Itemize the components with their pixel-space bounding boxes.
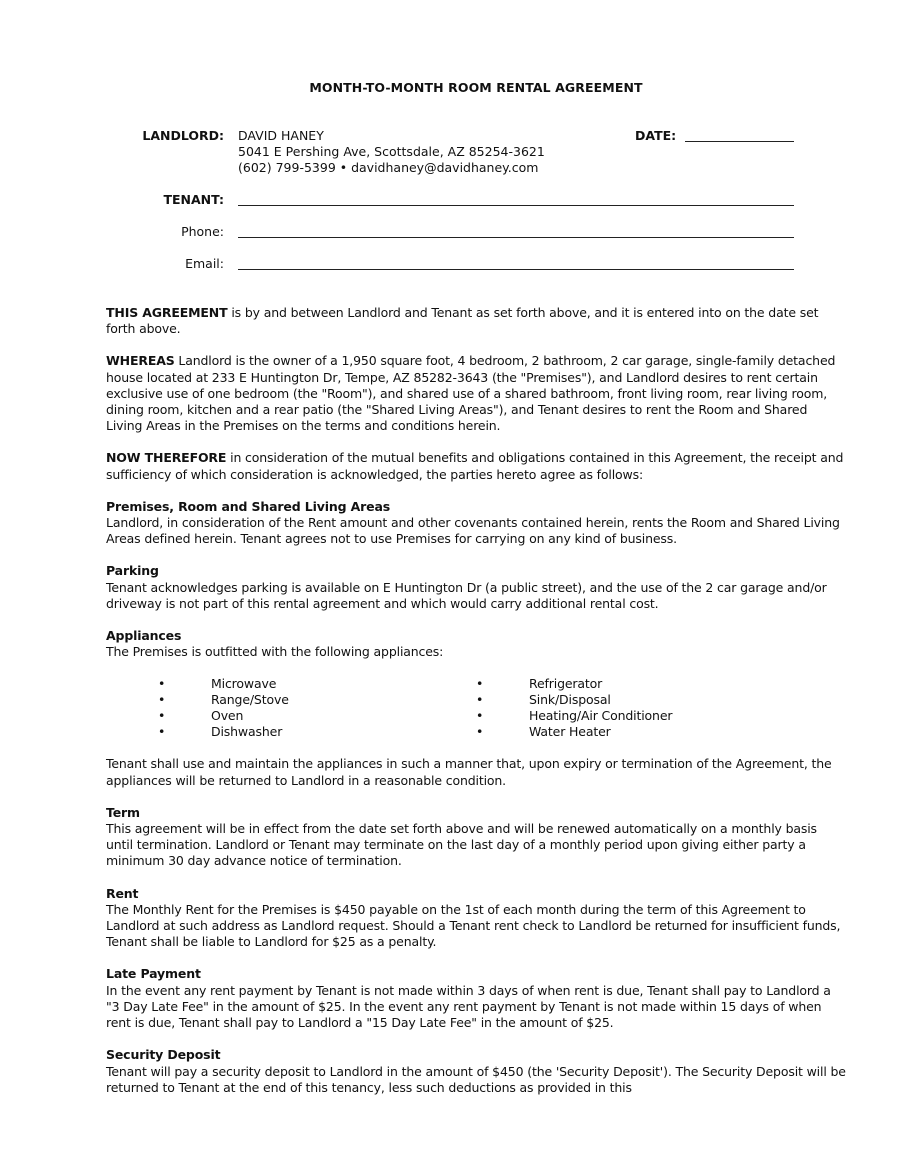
appliance-name: Range/Stove	[211, 692, 289, 708]
section-term	[106, 805, 846, 870]
bullet-icon: •	[158, 676, 166, 692]
agreement-body	[106, 305, 846, 1112]
section-heading: Premises, Room and Shared Living Areas	[106, 498, 391, 514]
appliance-list	[106, 676, 846, 740]
section-heading: Parking	[106, 563, 159, 579]
bullet-icon: •	[158, 692, 166, 708]
section-rent	[106, 886, 846, 951]
therefore-lead: NOW THEREFORE	[106, 450, 227, 466]
section-text: The Premises is outfitted with the following appliances:	[106, 644, 444, 660]
appliance-name: Sink/Disposal	[529, 692, 611, 708]
whereas-lead: WHEREAS	[106, 353, 175, 369]
landlord-name: DAVID HANEY	[238, 128, 324, 143]
section-text: Tenant shall use and maintain the appliances in such a manner that, upon expiry or termination of the Agreement, the appliances will be returned to Landlord in a reasonable condition.	[106, 756, 832, 788]
appliance-name: Dishwasher	[211, 724, 283, 740]
agreement-lead: THIS AGREEMENT	[106, 305, 228, 320]
bullet-icon: •	[476, 708, 484, 724]
section-late-payment	[106, 966, 846, 1031]
list-item	[106, 676, 424, 692]
section-heading: Security Deposit	[106, 1047, 221, 1063]
appliance-name: Heating/Air Conditioner	[529, 708, 673, 724]
list-item	[106, 724, 424, 740]
section-text: This agreement will be in effect from the date set forth above and will be renewed automatically on a monthly basis until termination. Landlord or Tenant may terminate on the last day of a monthly period upon giving either party a minimum 30 day advance notice of termination.	[106, 821, 817, 869]
agreement-text: is by and between Landlord and Tenant as set forth above, and it is entered into on the date set forth above.	[106, 305, 819, 337]
list-item	[424, 708, 742, 724]
phone-label: Phone:	[181, 224, 224, 239]
bullet-icon: •	[158, 724, 166, 740]
agreement-paragraph	[106, 305, 846, 337]
whereas-text: Landlord is the owner of a 1,950 square foot, 4 bedroom, 2 bathroom, 2 car garage, single-family detached house located at 233 E Huntington Dr, Tempe, AZ 85282-3643 (the "Premises"), and Landlord desires to rent certain exclusive use of one bedroom (the "Room"), and shared use of a shared bathroom, front living room, rear living room, dining room, kitchen and a rear patio (the "Shared Living Areas"), and Tenant desires to rent the Room and Shared Living Areas in the Premises on the terms and conditions herein.	[106, 353, 836, 434]
section-security-deposit	[106, 1047, 846, 1096]
therefore-text: in consideration of the mutual benefits and obligations contained in this Agreement, the receipt and sufficiency of which consideration is acknowledged, the parties hereto agree as follows:	[106, 450, 844, 482]
tenant-field[interactable]	[238, 205, 794, 206]
list-item	[424, 676, 742, 692]
section-heading: Rent	[106, 885, 139, 901]
list-item	[424, 692, 742, 708]
appliance-list-right	[424, 676, 742, 740]
section-text: Tenant acknowledges parking is available on E Huntington Dr (a public street), and the use of the 2 car garage and/or driveway is not part of this rental agreement and which would carry additional rental cost.	[106, 579, 827, 611]
bullet-icon: •	[476, 676, 484, 692]
appliance-list-left	[106, 676, 424, 740]
date-label: DATE:	[635, 128, 677, 143]
section-text: The Monthly Rent for the Premises is $450 payable on the 1st of each month during the term of this Agreement to Landlord at such address as Landlord request. Should a Tenant rent check to Landlord be returned for insufficient funds, Tenant shall be liable to Landlord for $25 as a penalty.	[106, 901, 841, 950]
bullet-icon: •	[476, 692, 484, 708]
therefore-paragraph	[106, 450, 846, 482]
landlord-label: LANDLORD:	[142, 128, 224, 143]
section-premises	[106, 499, 846, 548]
section-heading: Late Payment	[106, 966, 201, 982]
section-appliances	[106, 628, 846, 789]
appliance-name: Oven	[211, 708, 244, 724]
appliance-name: Microwave	[211, 676, 277, 692]
list-item	[106, 708, 424, 724]
appliance-name: Refrigerator	[529, 676, 603, 692]
landlord-address: 5041 E Pershing Ave, Scottsdale, AZ 85254-3621	[238, 144, 545, 159]
section-text: Landlord, in consideration of the Rent amount and other covenants contained herein, rents the Room and Shared Living Areas defined herein. Tenant agrees not to use Premises for carrying on any kind of business.	[106, 515, 840, 547]
bullet-icon: •	[158, 708, 166, 724]
section-heading: Term	[106, 804, 140, 820]
whereas-paragraph	[106, 353, 846, 434]
bullet-icon: •	[476, 724, 484, 740]
section-text: In the event any rent payment by Tenant is not made within 3 days of when rent is due, Tenant shall pay to Landlord a "3 Day Late Fee" in the amount of $25. In the event any rent payment by Tenant is not made within 15 days of when rent is due, Tenant shall pay to Landlord a "15 Day Late Fee" in the amount of $25.	[106, 982, 831, 1031]
email-field[interactable]	[238, 269, 794, 270]
section-text: Tenant will pay a security deposit to Landlord in the amount of $450 (the 'Security Deposit'). The Security Deposit will be returned to Tenant at the end of this tenancy, less such deductions as provided in this	[106, 1063, 846, 1095]
section-heading: Appliances	[106, 628, 182, 644]
tenant-label: TENANT:	[163, 192, 224, 207]
phone-field[interactable]	[238, 237, 794, 238]
landlord-contact: (602) 799-5399 • davidhaney@davidhaney.com	[238, 160, 539, 175]
date-field[interactable]	[685, 141, 794, 142]
email-label: Email:	[185, 256, 224, 271]
appliance-name: Water Heater	[529, 724, 611, 740]
document-title: MONTH-TO-MONTH ROOM RENTAL AGREEMENT	[309, 80, 643, 95]
list-item	[424, 724, 742, 740]
list-item	[106, 692, 424, 708]
section-parking	[106, 563, 846, 612]
